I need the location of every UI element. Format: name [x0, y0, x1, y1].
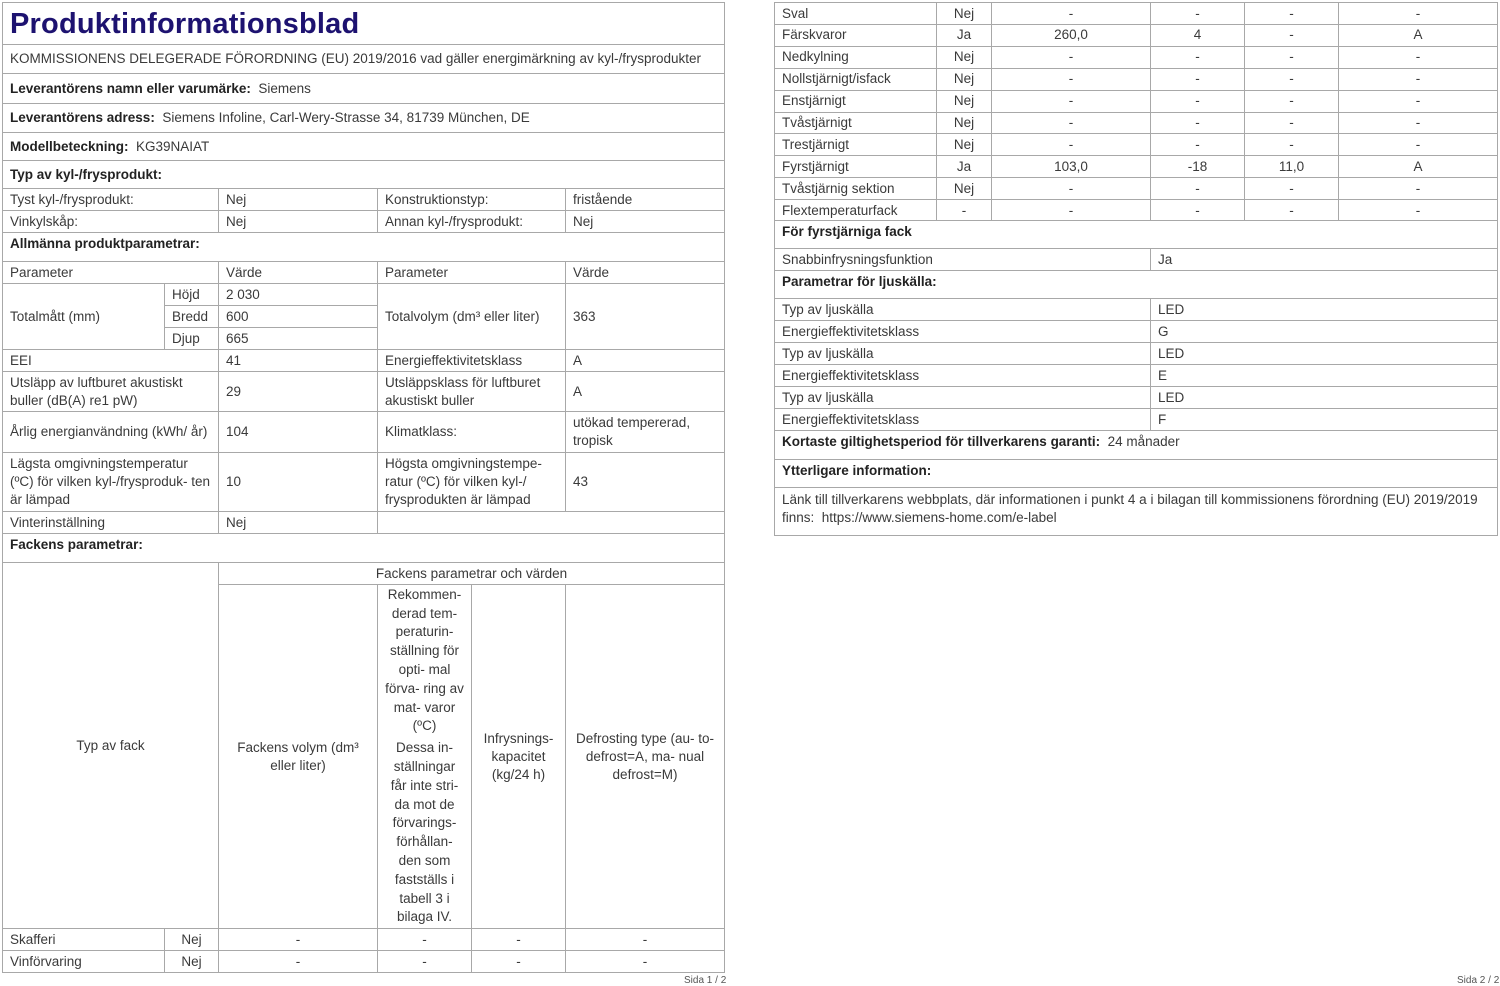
compartment-defrost: A: [1338, 24, 1498, 47]
light-label: Typ av ljuskälla: [774, 386, 1151, 409]
product-type-heading-row: [2, 160, 725, 189]
regulation-cell: [2, 44, 725, 74]
model-value: KG39NAIAT: [136, 138, 210, 154]
compartment-name: Fyrstjärnigt: [774, 155, 937, 178]
compartment-name: Tvåstjärnigt: [774, 112, 937, 135]
product-type-value: Nej: [218, 210, 378, 233]
compartment-temp: -: [1150, 46, 1245, 69]
dimension-value: 600: [218, 305, 378, 328]
compartment-freeze: -: [1244, 133, 1339, 156]
four-star-heading-row: [774, 220, 1498, 249]
param-label: Vinterinställning: [2, 511, 219, 534]
compartment-name: Flextemperaturfack: [774, 199, 937, 222]
light-value: F: [1150, 408, 1498, 431]
compartment-defrost: -: [1338, 133, 1498, 156]
title-cell: [2, 2, 725, 45]
compartment-volume: -: [991, 112, 1151, 135]
dimension-value: 2 030: [218, 283, 378, 306]
compartment-present: Nej: [164, 950, 219, 973]
dimension-value: 665: [218, 327, 378, 350]
product-type-label: Annan kyl-/frysprodukt:: [377, 210, 566, 233]
param-value: 104: [218, 411, 378, 453]
compartment-temp: -: [1150, 199, 1245, 222]
compartment-freeze: -: [1244, 112, 1339, 135]
compartment-defrost: -: [565, 928, 725, 951]
light-label: Typ av ljuskälla: [774, 298, 1151, 321]
light-label: Typ av ljuskälla: [774, 342, 1151, 365]
light-label: Energieffektivitetsklass: [774, 320, 1151, 343]
compartment-defrost: A: [1338, 155, 1498, 178]
page-title: Produktinformationsblad: [10, 7, 360, 40]
fast-freeze-label: Snabbinfrysningsfunktion: [774, 248, 1151, 271]
light-value: E: [1150, 364, 1498, 387]
compartment-freeze: 11,0: [1244, 155, 1339, 178]
four-star-heading: För fyrstjärniga fack: [782, 224, 912, 239]
additional-heading-row: [774, 459, 1498, 488]
compartment-name: Skafferi: [2, 928, 165, 951]
page-number: Sida 2 / 2: [1457, 975, 1500, 986]
compartment-present: Nej: [936, 68, 992, 91]
param-value: A: [565, 349, 725, 372]
compartment-volume: 103,0: [991, 155, 1151, 178]
model-row: [2, 132, 725, 161]
compartment-name: Nedkylning: [774, 46, 937, 69]
param-label: Högsta omgivningstempe- ratur (ºC) för vilken kyl-/ frysprodukten är lämpad: [377, 452, 566, 512]
compartment-temp: -: [1150, 112, 1245, 135]
col-header-parameter: Parameter: [2, 261, 219, 284]
temperature-header: [377, 584, 472, 929]
product-type-value: Nej: [565, 210, 725, 233]
compartment-present: Nej: [936, 112, 992, 135]
param-label: Utsläppsklass för luftburet akustiskt buller: [377, 371, 566, 412]
compartment-heading-row: [2, 533, 725, 563]
param-value: 43: [565, 452, 725, 512]
compartment-defrost: -: [1338, 112, 1498, 135]
supplier-address-row: [2, 103, 725, 133]
param-value: Nej: [218, 511, 378, 534]
light-value: G: [1150, 320, 1498, 343]
product-type-label: Tyst kyl-/frysprodukt:: [2, 188, 219, 211]
compartment-present: Nej: [936, 177, 992, 200]
product-type-label: Konstruktionstyp:: [377, 188, 566, 211]
warranty-row: [774, 430, 1498, 460]
dimensions-label: Totalmått (mm): [2, 283, 165, 350]
compartment-temp: -: [377, 928, 472, 951]
compartment-present: Nej: [936, 90, 992, 113]
compartment-present: Ja: [936, 24, 992, 47]
compartment-present: -: [936, 199, 992, 222]
compartment-name: Sval: [774, 2, 937, 25]
compartment-freeze: -: [1244, 68, 1339, 91]
empty-cell: [377, 511, 725, 534]
param-label: Energieffektivitetsklass: [377, 349, 566, 372]
total-volume-value: 363: [565, 283, 725, 350]
compartment-name: Nollstjärnigt/isfack: [774, 68, 937, 91]
compartment-name: Vinförvaring: [2, 950, 165, 973]
compartment-defrost: -: [1338, 68, 1498, 91]
compartment-present: Nej: [936, 2, 992, 25]
param-label: EEI: [2, 349, 219, 372]
product-type-value: fristående: [565, 188, 725, 211]
compartment-volume: -: [991, 90, 1151, 113]
compartment-type-header: Typ av fack: [2, 562, 219, 929]
compartment-volume: -: [991, 68, 1151, 91]
col-header-value: Värde: [565, 261, 725, 284]
page-number: Sida 1 / 2: [684, 975, 727, 986]
supplier-name-value: Siemens: [258, 80, 311, 96]
dimension-label: Höjd: [164, 283, 219, 306]
volume-header: Fackens volym (dm³ eller liter): [218, 584, 378, 929]
general-heading: Allmänna produktparametrar:: [10, 236, 200, 251]
compartment-present: Nej: [936, 133, 992, 156]
compartment-heading: Fackens parametrar:: [10, 537, 143, 552]
supplier-name-row: [2, 73, 725, 104]
compartment-temp: -18: [1150, 155, 1245, 178]
compartment-defrost: -: [1338, 199, 1498, 222]
compartment-volume: -: [218, 928, 378, 951]
param-value: 41: [218, 349, 378, 372]
regulation-text: KOMMISSIONENS DELEGERADE FÖRORDNING (EU) 2019/2016 vad gäller energimärkning av kyl-/frysprodukter: [10, 51, 701, 66]
compartment-temp: -: [1150, 90, 1245, 113]
compartment-freeze: -: [1244, 24, 1339, 47]
light-label: Energieffektivitetsklass: [774, 408, 1151, 431]
manufacturer-link[interactable]: https://www.siemens-home.com/e-label: [821, 510, 1057, 525]
supplier-address-label: Leverantörens adress:: [10, 110, 155, 125]
light-label: Energieffektivitetsklass: [774, 364, 1151, 387]
compartment-freeze: -: [1244, 2, 1339, 25]
compartment-volume: -: [991, 177, 1151, 200]
product-type-heading: Typ av kyl-/frysprodukt:: [10, 166, 163, 182]
compartment-volume: -: [218, 950, 378, 973]
param-label: Klimatklass:: [377, 411, 566, 453]
product-type-label: Vinkylskåp:: [2, 210, 219, 233]
compartment-present: Nej: [936, 46, 992, 69]
compartment-temp: -: [1150, 133, 1245, 156]
compartment-name: Färskvaror: [774, 24, 937, 47]
param-label: Lägsta omgivningstemperatur (ºC) för vilken kyl-/frysproduk- ten är lämpad: [2, 452, 219, 512]
param-label: Utsläpp av luftburet akustiskt buller (dB(A) re1 pW): [2, 371, 219, 412]
compartment-defrost: -: [565, 950, 725, 973]
temperature-header-note: Dessa in- ställningar får inte stri- da mot de förvarings- förhållan- den som fastställs i tabell 3 i bilaga IV.: [390, 740, 459, 925]
additional-info-cell: [774, 487, 1498, 536]
supplier-name-label: Leverantörens namn eller varumärke:: [10, 80, 251, 96]
warranty-label: Kortaste giltighetsperiod för tillverkarens garanti:: [782, 434, 1101, 449]
compartment-volume: -: [991, 2, 1151, 25]
compartment-temp: -: [1150, 68, 1245, 91]
compartment-volume: -: [991, 199, 1151, 222]
compartment-defrost: -: [1338, 2, 1498, 25]
supplier-address-value: Siemens Infoline, Carl-Wery-Strasse 34, 81739 München, DE: [162, 110, 530, 125]
compartment-volume: 260,0: [991, 24, 1151, 47]
compartment-name: Enstjärnigt: [774, 90, 937, 113]
compartment-volume: -: [991, 133, 1151, 156]
product-type-value: Nej: [218, 188, 378, 211]
compartment-temp: -: [1150, 2, 1245, 25]
param-label: Årlig energianvändning (kWh/ år): [2, 411, 219, 453]
light-heading-row: [774, 270, 1498, 299]
compartment-present: Nej: [164, 928, 219, 951]
compartment-freeze: -: [471, 928, 566, 951]
freeze-capacity-header: Infrysnings- kapacitet (kg/24 h): [471, 584, 566, 929]
compartment-freeze: -: [1244, 46, 1339, 69]
param-value: 10: [218, 452, 378, 512]
light-value: LED: [1150, 298, 1498, 321]
additional-text: Länk till tillverkarens webbplats, där informationen i punkt 4 a i bilagan till kommissionens förordning (EU) 2019/2019 finns:: [782, 492, 1478, 525]
compartment-group-header: Fackens parametrar och värden: [218, 562, 725, 585]
compartment-volume: -: [991, 46, 1151, 69]
defrost-type-header: Defrosting type (au- to-defrost=A, ma- nual defrost=M): [565, 584, 725, 929]
dimension-label: Djup: [164, 327, 219, 350]
fast-freeze-value: Ja: [1150, 248, 1498, 271]
compartment-temp: -: [377, 950, 472, 973]
compartment-present: Ja: [936, 155, 992, 178]
light-value: LED: [1150, 386, 1498, 409]
additional-heading: Ytterligare information:: [782, 463, 932, 478]
param-value: 29: [218, 371, 378, 412]
compartment-name: Trestjärnigt: [774, 133, 937, 156]
total-volume-label: Totalvolym (dm³ eller liter): [377, 283, 566, 350]
param-value: A: [565, 371, 725, 412]
compartment-freeze: -: [1244, 90, 1339, 113]
light-heading: Parametrar för ljuskälla:: [782, 274, 937, 289]
compartment-freeze: -: [1244, 199, 1339, 222]
compartment-defrost: -: [1338, 177, 1498, 200]
compartment-temp: -: [1150, 177, 1245, 200]
compartment-defrost: -: [1338, 46, 1498, 69]
param-value: utökad tempererad, tropisk: [565, 411, 725, 453]
warranty-value: 24 månader: [1107, 434, 1180, 449]
general-heading-row: [2, 232, 725, 262]
compartment-name: Tvåstjärnig sektion: [774, 177, 937, 200]
compartment-temp: 4: [1150, 24, 1245, 47]
compartment-freeze: -: [471, 950, 566, 973]
col-header-parameter: Parameter: [377, 261, 566, 284]
dimension-label: Bredd: [164, 305, 219, 328]
compartment-freeze: -: [1244, 177, 1339, 200]
light-value: LED: [1150, 342, 1498, 365]
col-header-value: Värde: [218, 261, 378, 284]
compartment-defrost: -: [1338, 90, 1498, 113]
temperature-header-main: Rekommen- derad tem- peraturin- ställning för opti- mal förva- ring av mat- varor (ºC): [385, 586, 464, 734]
model-label: Modellbeteckning:: [10, 138, 129, 154]
